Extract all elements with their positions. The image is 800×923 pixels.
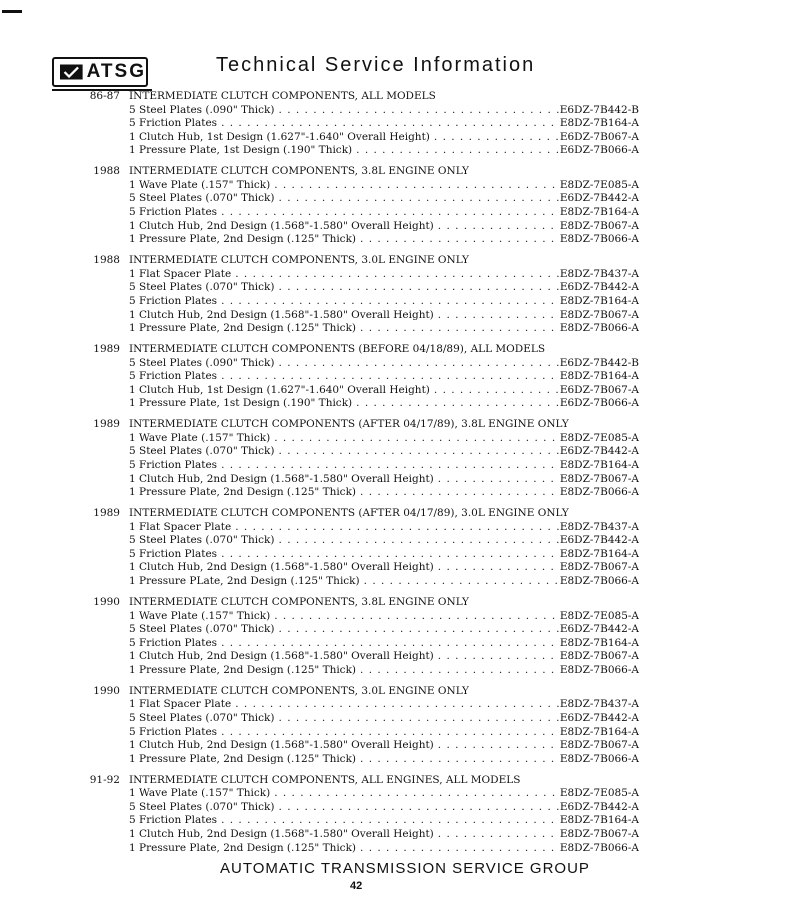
part-description: 5 Steel Plates (.090" Thick)	[129, 103, 275, 116]
part-row	[60, 192, 680, 206]
part-description: 1 Clutch Hub, 2nd Design (1.568"-1.580" Overall Height)	[129, 472, 434, 485]
part-number: E8DZ-7B066-A	[559, 322, 639, 335]
part-description: 1 Pressure Plate, 1st Design (.190" Thick)	[129, 397, 353, 410]
page-title: Technical Service Information	[216, 54, 536, 76]
part-row	[60, 268, 680, 282]
part-row	[60, 753, 680, 767]
corner-mark	[2, 10, 22, 13]
part-row	[60, 357, 680, 371]
part-number: E8DZ-7B067-A	[559, 219, 639, 232]
dot-leader	[231, 698, 560, 712]
dot-leader	[356, 322, 560, 336]
part-number: E8DZ-7B066-A	[559, 663, 639, 676]
model-year: 1989	[93, 342, 120, 355]
page-number: 42	[350, 880, 363, 892]
part-entry	[129, 117, 639, 131]
part-entry	[129, 787, 639, 801]
part-row	[60, 534, 680, 548]
dot-leader	[356, 753, 560, 767]
part-entry	[129, 144, 639, 158]
dot-leader	[217, 117, 560, 131]
part-number: E8DZ-7B066-A	[559, 752, 639, 765]
dot-leader	[217, 295, 560, 309]
part-number: E8DZ-7B164-A	[559, 725, 639, 738]
model-year: 1988	[93, 254, 120, 267]
part-entry	[129, 268, 639, 282]
part-number: E8DZ-7B066-A	[559, 486, 639, 499]
part-row	[60, 104, 680, 118]
dot-leader	[217, 548, 560, 562]
part-number: E8DZ-7B066-A	[559, 233, 639, 246]
part-description: 5 Steel Plates (.070" Thick)	[129, 712, 275, 725]
section-heading	[60, 90, 680, 104]
dot-leader	[217, 726, 560, 740]
parts-section	[60, 774, 680, 856]
section-heading	[60, 343, 680, 357]
dot-leader	[356, 486, 560, 500]
part-entry	[129, 753, 639, 767]
part-description: 5 Steel Plates (.070" Thick)	[129, 281, 275, 294]
dot-leader	[356, 664, 560, 678]
dot-leader	[275, 192, 560, 206]
part-description: 1 Clutch Hub, 2nd Design (1.568"-1.580" Overall Height)	[129, 308, 434, 321]
part-description: 1 Pressure Plate, 2nd Design (.125" Thick)	[129, 322, 357, 335]
model-year: 1990	[93, 684, 120, 697]
part-description: 1 Pressure Plate, 2nd Design (.125" Thick)	[129, 752, 357, 765]
dot-leader	[352, 144, 560, 158]
part-row	[60, 384, 680, 398]
check-flag-icon	[60, 62, 83, 82]
part-number: E8DZ-7B066-A	[559, 575, 639, 588]
section-heading	[60, 418, 680, 432]
part-entry	[129, 486, 639, 500]
dot-leader	[434, 473, 560, 487]
part-entry	[129, 842, 639, 856]
part-description: 5 Friction Plates	[129, 636, 218, 649]
section-title: INTERMEDIATE CLUTCH COMPONENTS, 3.0L ENGINE ONLY	[129, 254, 469, 267]
part-description: 1 Clutch Hub, 1st Design (1.627"-1.640" Overall Height)	[129, 383, 430, 396]
part-description: 1 Flat Spacer Plate	[129, 698, 232, 711]
part-number: E8DZ-7B066-A	[559, 841, 639, 854]
part-row	[60, 131, 680, 145]
model-year: 1990	[93, 595, 120, 608]
part-description: 5 Steel Plates (.070" Thick)	[129, 800, 275, 813]
part-row	[60, 233, 680, 247]
part-number: E6DZ-7B442-A	[559, 192, 639, 205]
section-heading	[60, 685, 680, 699]
parts-section	[60, 596, 680, 678]
atsg-logo	[52, 57, 148, 87]
part-row	[60, 650, 680, 664]
dot-leader	[434, 561, 560, 575]
part-number: E6DZ-7B442-A	[559, 800, 639, 813]
part-number: E6DZ-7B067-A	[559, 130, 639, 143]
dot-leader	[360, 575, 560, 589]
model-year: 1989	[93, 418, 120, 431]
part-entry	[129, 233, 639, 247]
model-year: 1988	[93, 165, 120, 178]
part-entry	[129, 698, 639, 712]
parts-section	[60, 418, 680, 500]
part-row	[60, 445, 680, 459]
dot-leader	[270, 610, 560, 624]
part-entry	[129, 179, 639, 193]
dot-leader	[217, 459, 560, 473]
part-entry	[129, 726, 639, 740]
part-description: 5 Steel Plates (.070" Thick)	[129, 445, 275, 458]
part-number: E8DZ-7B164-A	[559, 206, 639, 219]
part-entry	[129, 192, 639, 206]
section-title: INTERMEDIATE CLUTCH COMPONENTS, ALL ENGINES, ALL MODELS	[129, 773, 521, 786]
part-description: 5 Friction Plates	[129, 814, 218, 827]
dot-leader	[217, 637, 560, 651]
dot-leader	[434, 828, 560, 842]
part-entry	[129, 623, 639, 637]
part-number: E8DZ-7B164-A	[559, 636, 639, 649]
part-entry	[129, 801, 639, 815]
part-number: E6DZ-7B066-A	[559, 144, 639, 157]
part-number: E8DZ-7B067-A	[559, 561, 639, 574]
part-entry	[129, 610, 639, 624]
section-heading	[60, 165, 680, 179]
model-year: 86-87	[89, 90, 120, 102]
part-number: E6DZ-7B066-A	[559, 397, 639, 410]
part-description: 1 Pressure Plate, 2nd Design (.125" Thick)	[129, 486, 357, 499]
part-row	[60, 432, 680, 446]
section-title: INTERMEDIATE CLUTCH COMPONENTS, 3.0L ENGINE ONLY	[129, 684, 469, 697]
section-title: INTERMEDIATE CLUTCH COMPONENTS (AFTER 04/17/89), 3.0L ENGINE ONLY	[129, 507, 569, 520]
part-description: 5 Steel Plates (.070" Thick)	[129, 534, 275, 547]
part-entry	[129, 445, 639, 459]
part-entry	[129, 357, 639, 371]
part-number: E8DZ-7B164-A	[559, 547, 639, 560]
part-entry	[129, 397, 639, 411]
part-entry	[129, 828, 639, 842]
part-entry	[129, 575, 639, 589]
part-row	[60, 664, 680, 678]
part-entry	[129, 322, 639, 336]
part-description: 5 Friction Plates	[129, 370, 218, 383]
dot-leader	[231, 521, 560, 535]
part-description: 1 Clutch Hub, 2nd Design (1.568"-1.580" Overall Height)	[129, 650, 434, 663]
part-entry	[129, 281, 639, 295]
part-entry	[129, 521, 639, 535]
part-description: 1 Clutch Hub, 2nd Design (1.568"-1.580" Overall Height)	[129, 561, 434, 574]
part-row	[60, 637, 680, 651]
parts-section	[60, 254, 680, 336]
part-number: E8DZ-7B067-A	[559, 472, 639, 485]
part-row	[60, 117, 680, 131]
section-heading	[60, 254, 680, 268]
part-row	[60, 561, 680, 575]
part-number: E8DZ-7B067-A	[559, 650, 639, 663]
part-description: 1 Pressure PLate, 2nd Design (.125" Thick)	[129, 575, 360, 588]
dot-leader	[356, 842, 560, 856]
part-entry	[129, 309, 639, 323]
dot-leader	[275, 534, 560, 548]
part-number: E8DZ-7B164-A	[559, 117, 639, 130]
part-entry	[129, 814, 639, 828]
part-row	[60, 521, 680, 535]
dot-leader	[430, 384, 560, 398]
part-number: E6DZ-7B442-A	[559, 281, 639, 294]
part-number: E8DZ-7B164-A	[559, 294, 639, 307]
part-description: 1 Clutch Hub, 2nd Design (1.568"-1.580" Overall Height)	[129, 828, 434, 841]
dot-leader	[275, 357, 560, 371]
part-number: E8DZ-7B067-A	[559, 308, 639, 321]
model-year: 91-92	[89, 773, 120, 786]
part-description: 1 Wave Plate (.157" Thick)	[129, 178, 271, 191]
part-number: E8DZ-7E085-A	[559, 431, 639, 444]
part-entry	[129, 459, 639, 473]
dot-leader	[275, 445, 560, 459]
part-row	[60, 575, 680, 589]
part-description: 5 Friction Plates	[129, 206, 218, 219]
part-row	[60, 486, 680, 500]
part-row	[60, 281, 680, 295]
part-description: 5 Friction Plates	[129, 294, 218, 307]
part-number: E6DZ-7B442-A	[559, 712, 639, 725]
dot-leader	[270, 432, 560, 446]
part-row	[60, 179, 680, 193]
part-number: E8DZ-7B164-A	[559, 459, 639, 472]
part-entry	[129, 473, 639, 487]
part-entry	[129, 534, 639, 548]
part-entry	[129, 295, 639, 309]
dot-leader	[217, 206, 560, 220]
section-title: INTERMEDIATE CLUTCH COMPONENTS (BEFORE 04/18/89), ALL MODELS	[129, 342, 546, 355]
dot-leader	[434, 220, 560, 234]
part-number: E6DZ-7B067-A	[559, 383, 639, 396]
section-title: INTERMEDIATE CLUTCH COMPONENTS (AFTER 04/17/89), 3.8L ENGINE ONLY	[129, 418, 569, 431]
part-number: E8DZ-7B067-A	[559, 739, 639, 752]
part-number: E6DZ-7B442-B	[559, 103, 639, 116]
part-description: 5 Friction Plates	[129, 117, 218, 130]
part-description: 5 Steel Plates (.090" Thick)	[129, 356, 275, 369]
part-description: 1 Pressure Plate, 2nd Design (.125" Thick)	[129, 663, 357, 676]
part-description: 5 Friction Plates	[129, 547, 218, 560]
section-heading	[60, 596, 680, 610]
part-entry	[129, 561, 639, 575]
part-row	[60, 548, 680, 562]
part-number: E6DZ-7B442-A	[559, 534, 639, 547]
part-row	[60, 309, 680, 323]
part-entry	[129, 104, 639, 118]
part-description: 1 Flat Spacer Plate	[129, 520, 232, 533]
part-number: E8DZ-7B067-A	[559, 828, 639, 841]
footer-org: AUTOMATIC TRANSMISSION SERVICE GROUP	[220, 860, 590, 877]
part-entry	[129, 220, 639, 234]
part-number: E8DZ-7B437-A	[559, 267, 639, 280]
parts-section	[60, 90, 680, 158]
page-header	[52, 52, 752, 88]
part-entry	[129, 712, 639, 726]
part-row	[60, 397, 680, 411]
dot-leader	[217, 814, 560, 828]
part-number: E8DZ-7E085-A	[559, 787, 639, 800]
part-entry	[129, 548, 639, 562]
part-number: E6DZ-7B442-B	[559, 356, 639, 369]
dot-leader	[275, 281, 560, 295]
dot-leader	[430, 131, 560, 145]
part-row	[60, 459, 680, 473]
part-entry	[129, 131, 639, 145]
part-entry	[129, 370, 639, 384]
part-row	[60, 370, 680, 384]
part-entry	[129, 637, 639, 651]
part-description: 1 Clutch Hub, 2nd Design (1.568"-1.580" Overall Height)	[129, 219, 434, 232]
part-number: E6DZ-7B442-A	[559, 623, 639, 636]
part-row	[60, 206, 680, 220]
part-description: 1 Wave Plate (.157" Thick)	[129, 787, 271, 800]
part-row	[60, 814, 680, 828]
dot-leader	[434, 309, 560, 323]
dot-leader	[275, 712, 560, 726]
part-number: E8DZ-7E085-A	[559, 178, 639, 191]
part-description: 1 Pressure Plate, 2nd Design (.125" Thick)	[129, 233, 357, 246]
part-row	[60, 473, 680, 487]
parts-section	[60, 165, 680, 247]
part-row	[60, 739, 680, 753]
parts-list	[60, 90, 680, 863]
part-row	[60, 801, 680, 815]
dot-leader	[275, 801, 560, 815]
part-row	[60, 787, 680, 801]
model-year: 1989	[93, 507, 120, 520]
part-description: 5 Friction Plates	[129, 725, 218, 738]
part-row	[60, 295, 680, 309]
part-row	[60, 842, 680, 856]
parts-section	[60, 343, 680, 411]
dot-leader	[356, 233, 560, 247]
dot-leader	[434, 650, 560, 664]
part-description: 1 Clutch Hub, 2nd Design (1.568"-1.580" Overall Height)	[129, 739, 434, 752]
part-number: E6DZ-7B442-A	[559, 445, 639, 458]
dot-leader	[352, 397, 560, 411]
part-entry	[129, 739, 639, 753]
section-heading	[60, 507, 680, 521]
part-description: 5 Steel Plates (.070" Thick)	[129, 623, 275, 636]
part-description: 5 Friction Plates	[129, 459, 218, 472]
part-row	[60, 828, 680, 842]
parts-section	[60, 507, 680, 589]
section-heading	[60, 774, 680, 788]
part-row	[60, 712, 680, 726]
part-row	[60, 610, 680, 624]
parts-section	[60, 685, 680, 767]
part-description: 1 Pressure Plate, 2nd Design (.125" Thick)	[129, 841, 357, 854]
part-description: 1 Clutch Hub, 1st Design (1.627"-1.640" Overall Height)	[129, 130, 430, 143]
part-entry	[129, 432, 639, 446]
dot-leader	[231, 268, 560, 282]
logo-text: ATSG	[86, 61, 146, 82]
part-row	[60, 726, 680, 740]
part-number: E8DZ-7B437-A	[559, 698, 639, 711]
part-number: E8DZ-7B164-A	[559, 814, 639, 827]
part-description: 1 Wave Plate (.157" Thick)	[129, 609, 271, 622]
dot-leader	[275, 623, 560, 637]
part-entry	[129, 384, 639, 398]
dot-leader	[270, 787, 560, 801]
part-row	[60, 322, 680, 336]
section-title: INTERMEDIATE CLUTCH COMPONENTS, 3.8L ENGINE ONLY	[129, 165, 469, 178]
part-number: E8DZ-7B437-A	[559, 520, 639, 533]
part-description: 1 Pressure Plate, 1st Design (.190" Thick)	[129, 144, 353, 157]
part-entry	[129, 206, 639, 220]
part-description: 1 Wave Plate (.157" Thick)	[129, 431, 271, 444]
part-entry	[129, 664, 639, 678]
dot-leader	[434, 739, 560, 753]
part-row	[60, 220, 680, 234]
dot-leader	[275, 104, 560, 118]
dot-leader	[217, 370, 560, 384]
part-row	[60, 623, 680, 637]
dot-leader	[270, 179, 560, 193]
part-description: 1 Flat Spacer Plate	[129, 267, 232, 280]
part-row	[60, 698, 680, 712]
part-row	[60, 144, 680, 158]
part-number: E8DZ-7E085-A	[559, 609, 639, 622]
section-title: INTERMEDIATE CLUTCH COMPONENTS, ALL MODELS	[129, 90, 436, 102]
section-title: INTERMEDIATE CLUTCH COMPONENTS, 3.8L ENGINE ONLY	[129, 595, 469, 608]
part-entry	[129, 650, 639, 664]
part-number: E8DZ-7B164-A	[559, 370, 639, 383]
part-description: 5 Steel Plates (.070" Thick)	[129, 192, 275, 205]
